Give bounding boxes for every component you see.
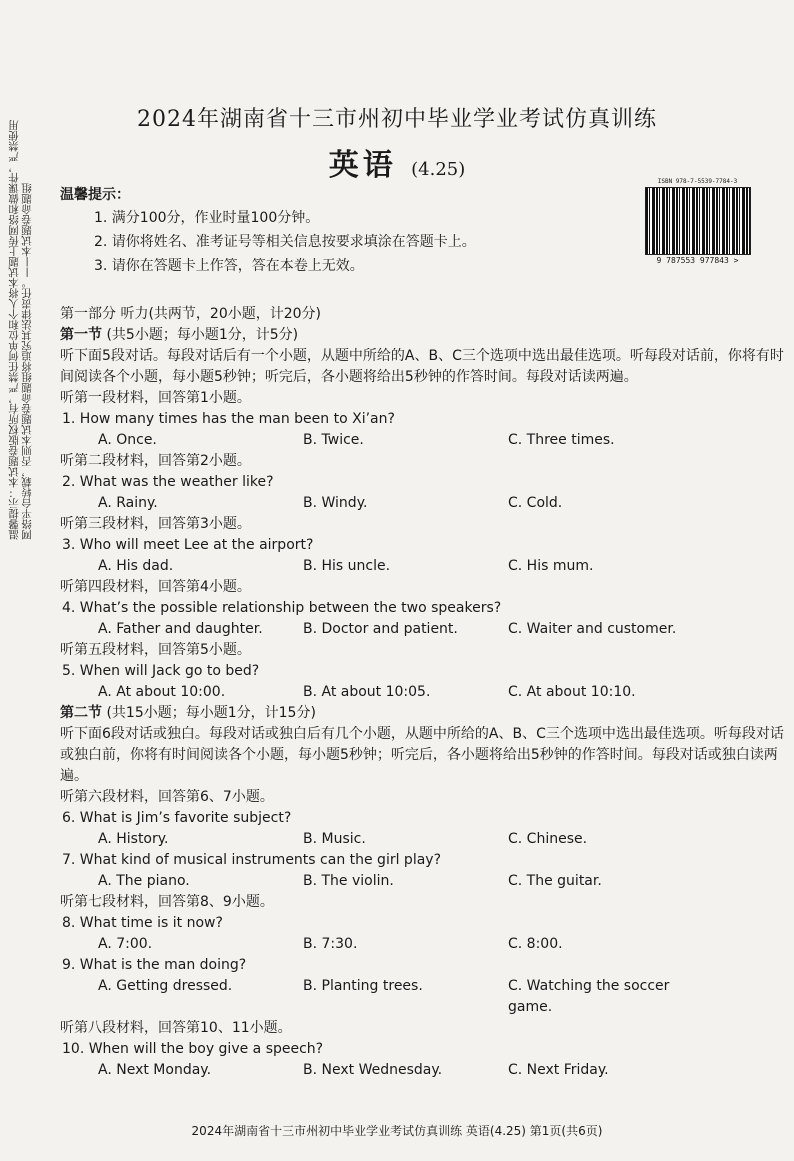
item-intro: 听第七段材料，回答第8、9小题。 — [60, 894, 274, 910]
option-c: C. His mum. — [508, 558, 594, 574]
option-c: C. 8:00. — [508, 936, 563, 952]
part1-heading: 第一部分 听力(共两节，20小题，计20分) — [60, 306, 322, 322]
option-b: B. 7:30. — [303, 936, 358, 952]
question: 1. How many times has the man been to Xi’an? — [62, 411, 395, 427]
section2-label: 第二节 — [60, 705, 102, 721]
option-a: A. Once. — [98, 432, 157, 448]
item-intro: 听第三段材料，回答第3小题。 — [60, 516, 251, 532]
item-intro: 听第八段材料，回答第10、11小题。 — [60, 1020, 292, 1036]
option-b: B. Windy. — [303, 495, 368, 511]
tip-item: 2. 请你将姓名、准考证号等相关信息按要求填涂在答题卡上。 — [94, 234, 476, 250]
isbn-text: ISBN 978-7-5539-7784-3 — [657, 178, 738, 185]
option-b: B. Next Wednesday. — [303, 1062, 443, 1078]
option-a: A. History. — [98, 831, 169, 847]
item-intro: 听第五段材料，回答第5小题。 — [60, 642, 251, 658]
options-row — [60, 493, 784, 514]
page-footer: 2024年湖南省十三市州初中毕业学业考试仿真训练 英语(4.25) 第1页(共6页) — [191, 1124, 603, 1138]
question: 6. What is Jim’s favorite subject? — [62, 810, 292, 826]
section1-info: (共5小题；每小题1分，计5分) — [102, 327, 299, 343]
options-row — [60, 430, 784, 451]
options-row — [60, 976, 784, 1018]
item-intro: 听第四段材料，回答第4小题。 — [60, 579, 251, 595]
exam-body — [60, 304, 784, 1081]
section2-heading — [60, 703, 784, 724]
option-c: C. Waiter and customer. — [508, 621, 677, 637]
options-row — [60, 1060, 784, 1081]
options-row — [60, 556, 784, 577]
tips-heading: 温馨提示： — [60, 187, 130, 203]
option-a: A. Rainy. — [98, 495, 158, 511]
option-b: B. Twice. — [303, 432, 364, 448]
question: 5. When will Jack go to bed? — [62, 663, 260, 679]
option-a: A. The piano. — [98, 873, 190, 889]
section1-label: 第一节 — [60, 327, 102, 343]
barcode-bars — [645, 187, 751, 255]
option-c: C. The guitar. — [508, 873, 602, 889]
option-b: B. Music. — [303, 831, 366, 847]
option-c: C. Cold. — [508, 495, 563, 511]
option-c: C. At about 10:10. — [508, 684, 636, 700]
option-c: C. Watching the soccer game. — [508, 978, 670, 1015]
section1-instructions: 听下面5段对话。每段对话后有一个小题，从题中所给的A、B、C三个选项中选出最佳选项。听每段对话前，你将有时间阅读各个小题，每小题5秒钟；听完后，各小题将给出5秒钟的作答时间。每段对话读两遍。 — [60, 348, 784, 385]
option-b: B. At about 10:05. — [303, 684, 431, 700]
options-row — [60, 871, 784, 892]
options-row — [60, 934, 784, 955]
subject-date: (4.25) — [411, 159, 466, 180]
question: 9. What is the man doing? — [62, 957, 247, 973]
option-a: A. At about 10:00. — [98, 684, 226, 700]
option-c: C. Three times. — [508, 432, 615, 448]
question: 10. When will the boy give a speech? — [62, 1041, 324, 1057]
options-row — [60, 619, 784, 640]
option-a: A. 7:00. — [98, 936, 153, 952]
option-c: C. Next Friday. — [508, 1062, 609, 1078]
option-c: C. Chinese. — [508, 831, 588, 847]
option-a: A. Father and daughter. — [98, 621, 263, 637]
option-a: A. His dad. — [98, 558, 174, 574]
isbn-barcode — [640, 178, 755, 266]
question: 4. What’s the possible relationship between the two speakers? — [62, 600, 502, 616]
section2-info: (共15小题；每小题1分，计15分) — [102, 705, 316, 721]
question: 8. What time is it now? — [62, 915, 223, 931]
item-intro: 听第一段材料，回答第1小题。 — [60, 390, 251, 406]
options-row — [60, 682, 784, 703]
question: 7. What kind of musical instruments can the girl play? — [62, 852, 442, 868]
exam-title: 2024年湖南省十三市州初中毕业学业考试仿真训练 — [137, 107, 657, 132]
option-b: B. Planting trees. — [303, 978, 423, 994]
option-b: B. His uncle. — [303, 558, 391, 574]
option-b: B. The violin. — [303, 873, 394, 889]
item-intro: 听第二段材料，回答第2小题。 — [60, 453, 251, 469]
subject-name: 英语 — [328, 148, 397, 183]
side-copyright-note: 温馨提示：本试题卷版权所有，严禁任何单位和个人将本试题上传网络和做课件，严禁使用网络平台转载，否则本试题卷命题组将追究其法律责任。——本试题卷命题组 — [8, 120, 33, 540]
option-a: A. Next Monday. — [98, 1062, 212, 1078]
option-a: A. Getting dressed. — [98, 978, 233, 994]
tip-item: 3. 请你在答题卡上作答，答在本卷上无效。 — [94, 258, 364, 274]
option-b: B. Doctor and patient. — [303, 621, 458, 637]
question: 2. What was the weather like? — [62, 474, 274, 490]
section1-heading — [60, 325, 784, 346]
options-row — [60, 829, 784, 850]
barcode-number: 9 787553 977843 > — [656, 256, 739, 265]
item-intro: 听第六段材料，回答第6、7小题。 — [60, 789, 274, 805]
tips-list — [94, 206, 476, 278]
section2-instructions: 听下面6段对话或独白。每段对话或独白后有几个小题，从题中所给的A、B、C三个选项中选出最佳选项。听每段对话或独白前，你将有时间阅读各个小题，每小题5秒钟；听完后，各小题将给出5秒钟的作答时间。每段对话或独白读两遍。 — [60, 726, 784, 784]
question: 3. Who will meet Lee at the airport? — [62, 537, 314, 553]
tip-item: 1. 满分100分，作业时量100分钟。 — [94, 210, 320, 226]
